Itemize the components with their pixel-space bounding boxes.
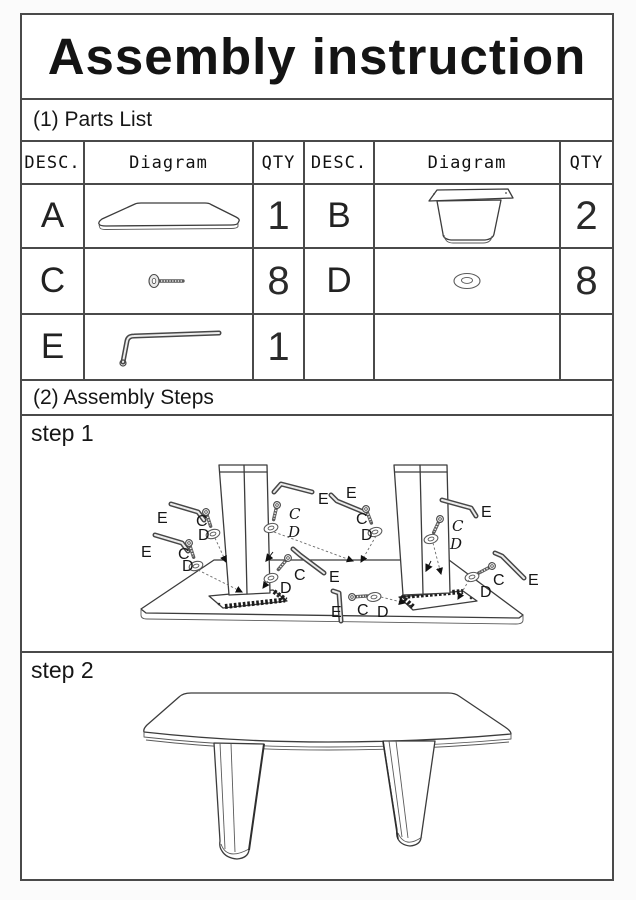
part-qty: 8	[252, 247, 303, 313]
step2-panel	[22, 651, 612, 882]
assembly-steps-heading-row	[22, 379, 612, 414]
parts-table	[22, 140, 612, 379]
callout-label-E: E	[329, 569, 340, 586]
bolt-screw-diagram	[83, 247, 252, 313]
callout-label-D: D	[198, 527, 210, 544]
col-header-diagram-right: Diagram	[373, 142, 559, 183]
col-header-desc-left: DESC.	[24, 152, 81, 173]
part-qty: 1	[252, 313, 303, 379]
callout-label-E: E	[346, 485, 357, 502]
part-desc: D	[303, 247, 373, 313]
callout-label-D: D	[288, 523, 301, 541]
allen-key-icon	[107, 324, 231, 370]
step1-label: step 1	[31, 420, 94, 446]
col-header-diagram-left: Diagram	[83, 142, 252, 183]
title-row	[22, 15, 612, 98]
allen-key-diagram	[83, 313, 252, 379]
part-qty: 1	[252, 183, 303, 247]
table-leg-icon	[407, 185, 527, 247]
table-leg-diagram	[373, 183, 559, 247]
callout-label-C: C	[493, 572, 505, 589]
assembled-tabletop	[144, 693, 511, 750]
callout-label-C: C	[289, 505, 301, 523]
washer-icon	[445, 268, 489, 294]
callout-label-C: C	[196, 513, 208, 530]
callout-label-E: E	[157, 510, 168, 527]
part-desc: C	[22, 247, 83, 313]
part-desc: E	[22, 313, 83, 379]
callout-label-E: E	[318, 491, 329, 508]
part-qty	[559, 313, 612, 379]
part-qty: 2	[559, 183, 612, 247]
callout-label-D: D	[480, 584, 492, 601]
callout-label-D: D	[182, 558, 194, 575]
callout-label-E: E	[481, 504, 492, 521]
step1-panel	[22, 414, 612, 651]
callout-label-C: C	[356, 511, 368, 528]
bolt-screw-icon	[141, 268, 197, 294]
part-desc: B	[303, 183, 373, 247]
parts-list-heading: (1) Parts List	[33, 108, 153, 131]
table-top-icon	[93, 196, 245, 236]
callout-label-C: C	[178, 546, 190, 563]
instruction-sheet	[20, 13, 614, 881]
callout-label-E: E	[331, 604, 342, 621]
washer-diagram	[373, 247, 559, 313]
part-desc: A	[22, 183, 83, 247]
col-header-desc-right: DESC.	[303, 142, 373, 183]
callout-label-D: D	[280, 580, 292, 597]
callout-label-D: D	[377, 604, 389, 621]
callout-label-E: E	[141, 544, 152, 561]
callout-label-E: E	[528, 572, 539, 589]
callout-label-D: D	[361, 527, 373, 544]
callout-label-C: C	[452, 517, 464, 535]
table-top-diagram	[83, 183, 252, 247]
page-title: Assembly instruction	[47, 28, 587, 85]
assembled-right-leg	[383, 741, 435, 846]
callout-label-C: C	[294, 567, 306, 584]
assembly-steps-heading: (2) Assembly Steps	[33, 385, 214, 409]
empty-diagram-cell	[373, 313, 559, 379]
step2-label: step 2	[31, 657, 94, 683]
callout-label-C: C	[357, 602, 369, 619]
col-header-qty-right: QTY	[559, 142, 612, 183]
parts-list-heading-row	[22, 98, 612, 140]
part-desc	[303, 313, 373, 379]
callout-label-D: D	[450, 535, 463, 553]
step2-diagram	[22, 653, 612, 882]
part-qty: 8	[559, 247, 612, 313]
step1-diagram	[22, 416, 612, 651]
assembled-left-leg	[214, 743, 264, 859]
col-header-qty-left: QTY	[252, 142, 303, 183]
